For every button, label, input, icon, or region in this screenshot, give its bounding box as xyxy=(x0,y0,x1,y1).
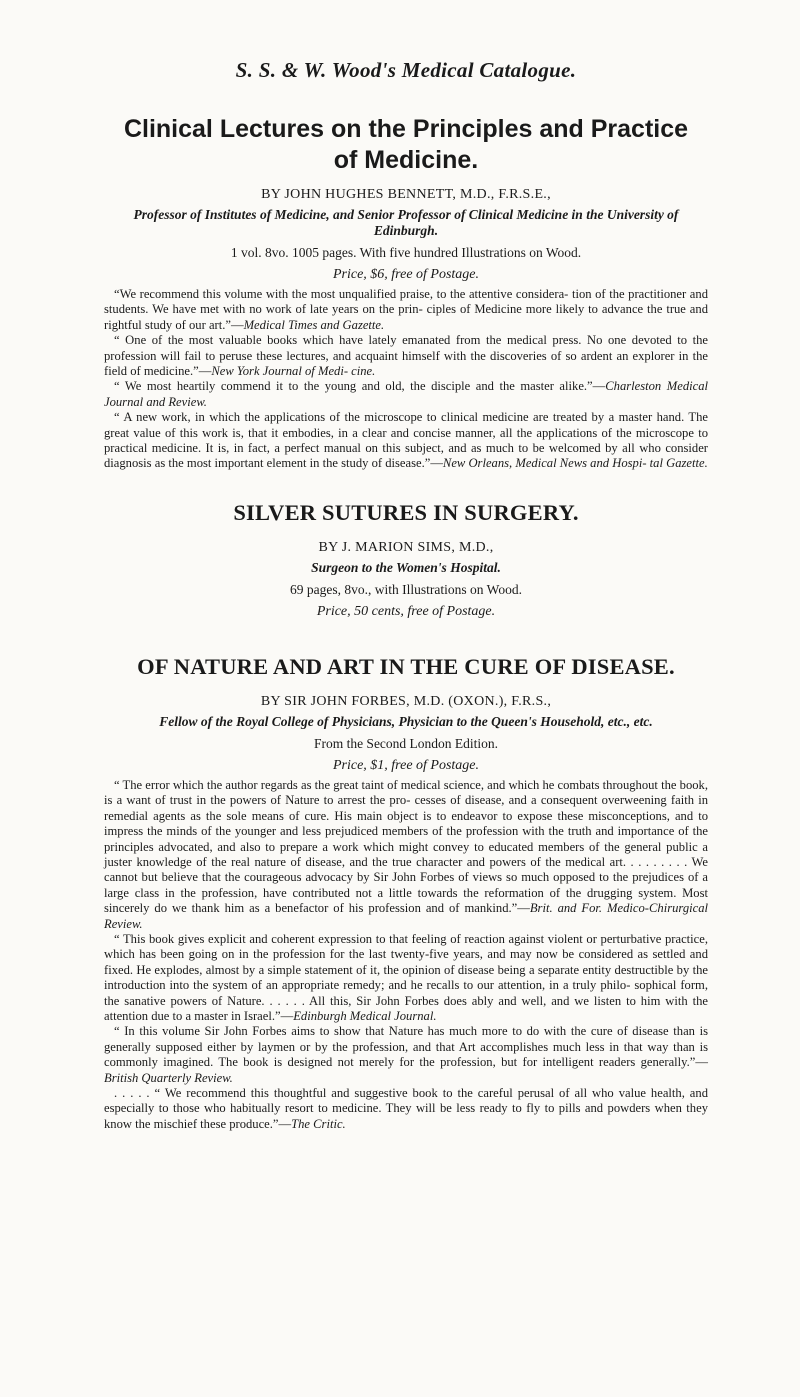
format-line: 69 pages, 8vo., with Illustrations on Wood. xyxy=(290,581,522,597)
review-source: New Orleans, Medical News and Hospi- tal Gazette. xyxy=(442,456,708,471)
book-title-line: of Medicine. xyxy=(333,146,479,174)
review-quote xyxy=(104,1086,708,1132)
review-text: . . . . . “ We recommend this thoughtful and suggestive book to the careful perusal of all who value health, and especially to those who habitually resort to medicine. They will be less ready to fly to pills and powders when they know the mischief these produce.”— xyxy=(104,1086,708,1131)
entry-nature-and-art xyxy=(104,654,708,1132)
price-line: Price, 50 cents, free of Postage. xyxy=(316,603,496,619)
review-text: “ The error which the author regards as the great taint of medical science, and which he combats throughout the book, is a want of trust in the powers of Nature to arrest the pro- cesses of disease, and a consequent overweening faith in remedial agents as the sole means of cure. His main object is to endeavor to expose these misconceptions, and to impress the minds of the younger and less prejudiced members of the profession with the truth and importance of the principles advocated, and also to prepare a work which might convey to educated members of the general public a juster knowledge of the real nature of disease, and the true character and powers of the medical art. . . . . . . . . We cannot but believe that the courageous advocacy by Sir John Forbes of views so much opposed to the prejudices of a large class in the profession, have contributed not a little towards the reformation of the drugging system. Most sincerely do we thank him as a benefactor of his profession and of mankind.”— xyxy=(104,777,708,916)
review-source: New York Journal of Medi- cine. xyxy=(211,364,376,379)
price-line: Price, $6, free of Postage. xyxy=(332,267,480,282)
book-title xyxy=(104,114,708,176)
author-line: BY JOHN HUGHES BENNETT, M.D., F.R.S.E., xyxy=(261,187,551,202)
review-text: “ A new work, in which the applications of the microscope to clinical medicine are treated by a master hand. The great value of this work is, that it embodies, in a clear and concise manner, all the applications of the microscope to practical medicine. It is, in fact, a perfect manual on this subject, and as much to be welcomed by all who consider diagnosis as the most important element in the study of disease.”— xyxy=(104,410,708,471)
review-text: “ In this volume Sir John Forbes aims to show that Nature has much more to do with the cure of disease than is generally supposed either by laymen or by the profession, and that Art accomplishes much less in that way than is commonly imagined. The book is designed not merely for the profession, but for intelligent readers generally.”— xyxy=(104,1024,708,1070)
review-text: “ This book gives explicit and coherent expression to that feeling of reaction against violent or perturbative practice, which has been going on in the profession for the last twenty-five years, and may now be considered as settled and fixed. He explodes, almost by a simple statement of it, the opinion of disease being a separate entity destructible by the introduction into the system of an appropriate remedy; and he recalls to our attention, in a truly philo- sophical form, the sanative powers of Nature. . . . . . All this, Sir John Forbes does ably and well, and we listen to him with the attention due to a master in Israel.”— xyxy=(104,931,708,1023)
review-source: Medical Times and Gazette. xyxy=(243,317,385,332)
edition-line: From the Second London Edition. xyxy=(313,735,499,751)
review-quote xyxy=(104,1024,708,1086)
review-text: “ One of the most valuable books which have lately emanated from the medical press. No one devoted to the profession will fail to peruse these lectures, and acquaint himself with the discoveries of so ardent an explorer in the field of medicine.”— xyxy=(104,333,708,379)
book-title-line: Clinical Lectures on the Principles and Practice xyxy=(123,115,689,143)
book-title: OF NATURE AND ART IN THE CURE OF DISEASE. xyxy=(137,653,675,679)
affiliation: Fellow of the Royal College of Physicians, Physician to the Queen's Household, etc., etc. xyxy=(159,713,653,729)
format-line: 1 vol. 8vo. 1005 pages. With five hundred Illustrations on Wood. xyxy=(230,245,582,260)
affiliation: Professor of Institutes of Medicine, and Senior Professor of Clinical Medicine in the University of Edinburgh. xyxy=(133,207,679,238)
affiliation: Surgeon to the Women's Hospital. xyxy=(311,559,501,575)
review-quote xyxy=(104,333,708,379)
review-source: Brit. and For. Medico-Chirurgical Review. xyxy=(104,901,709,931)
price-line: Price, $1, free of Postage. xyxy=(332,757,480,773)
author-line: BY J. MARION SIMS, M.D., xyxy=(318,539,494,555)
running-head: S. S. & W. Wood's Medical Catalogue. xyxy=(235,58,577,82)
review-quote xyxy=(104,287,708,333)
review-quote xyxy=(104,379,708,410)
review-quote xyxy=(104,778,708,932)
review-source: Edinburgh Medical Journal. xyxy=(293,1008,437,1023)
review-source: Charleston Medical Journal and Review. xyxy=(104,379,709,409)
review-source: British Quarterly Review. xyxy=(104,1070,233,1085)
review-text: “We recommend this volume with the most unqualified praise, to the attentive considera- tion of the practitioner and students. We have met with no work of late years on the prin- ciples of Medicine more likely to advance the true and rightful study of our art.”— xyxy=(104,287,708,332)
entry-clinical-lectures xyxy=(104,114,708,472)
review-quote xyxy=(104,410,708,472)
entry-silver-sutures xyxy=(104,500,708,620)
review-text: “ We most heartily commend it to the young and old, the disciple and the master alike.”— xyxy=(114,379,606,394)
review-source: The Critic. xyxy=(291,1116,346,1131)
book-title: SILVER SUTURES IN SURGERY. xyxy=(233,499,579,525)
review-quote xyxy=(104,932,708,1024)
author-line: BY SIR JOHN FORBES, M.D. (OXON.), F.R.S., xyxy=(260,693,552,709)
